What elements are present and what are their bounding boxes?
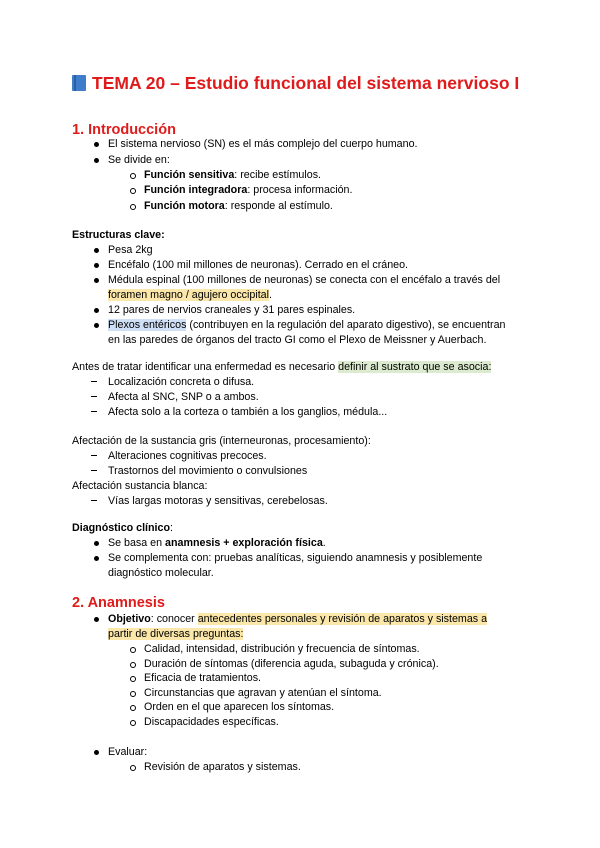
- sub-bullet-ring: [130, 662, 136, 668]
- sub-bullet-ring: [130, 720, 136, 726]
- evaluar-item: Evaluar:: [108, 746, 148, 758]
- diagnostico-label: Diagnóstico clínico:: [72, 522, 173, 534]
- bullet-dot: [94, 750, 99, 755]
- diagnostico-item-1: Se basa en anamnesis + exploración física.: [108, 537, 326, 549]
- evaluar-sub-1: Revisión de aparatos y sistemas.: [144, 761, 301, 773]
- intro-bullet-1: El sistema nervioso (SN) es el más complejo del cuerpo humano.: [108, 138, 418, 150]
- sub-bullet-ring: [130, 647, 136, 653]
- estructura-item-3-cont: foramen magno / agujero occipital.: [108, 289, 272, 301]
- bullet-dot: [94, 278, 99, 283]
- anamnesis-sub-2: Duración de síntomas (diferencia aguda, subaguda y crónica).: [144, 658, 439, 670]
- bullet-dot: [94, 142, 99, 147]
- diagnostico-item-2-cont: diagnóstico molecular.: [108, 567, 214, 579]
- anamnesis-sub-4: Circunstancias que agravan y atenúan el síntoma.: [144, 687, 382, 699]
- bullet-dot: [94, 323, 99, 328]
- gris-item-2: Trastornos del movimiento o convulsiones: [108, 465, 308, 477]
- anamnesis-sub-5: Orden en el que aparecen los síntomas.: [144, 701, 335, 713]
- sub-bullet-ring: [130, 188, 136, 194]
- anamnesis-sub-1: Calidad, intensidad, distribución y frecuencia de síntomas.: [144, 643, 420, 655]
- bullet-dot: [94, 617, 99, 622]
- diagnostico-item-2: Se complementa con: pruebas analíticas, siguiendo anamnesis y posiblemente: [108, 552, 483, 564]
- sub-bullet-ring: [130, 705, 136, 711]
- estructura-item-3: Médula espinal (100 millones de neuronas) se conecta con el encéfalo a través del: [108, 274, 501, 286]
- bullet-dot: [94, 158, 99, 163]
- dash-bullet: [91, 500, 97, 501]
- antes-item-3: Afecta solo a la corteza o también a los ganglios, médula...: [108, 406, 388, 418]
- estructura-item-1: Pesa 2kg: [108, 244, 153, 256]
- antes-paragraph: Antes de tratar identificar una enfermedad es necesario definir al sustrato que se asocia:: [72, 361, 492, 373]
- anamnesis-sub-3: Eficacia de tratamientos.: [144, 672, 262, 684]
- estructuras-label: Estructuras clave:: [72, 229, 165, 241]
- bullet-dot: [94, 263, 99, 268]
- sub-bullet-ring: [130, 204, 136, 210]
- estructura-item-4: 12 pares de nervios craneales y 31 pares espinales.: [108, 304, 356, 316]
- estructura-item-5-cont: en las paredes de órganos del tracto GI como el Plexo de Meissner y Auerbach.: [108, 334, 487, 346]
- gris-item-1: Alteraciones cognitivas precoces.: [108, 450, 267, 462]
- dash-bullet: [91, 396, 97, 397]
- objetivo-line: Objetivo: conocer antecedentes personales y revisión de aparatos y sistemas a: [108, 613, 488, 625]
- section-heading-anamnesis: 2. Anamnesis: [72, 595, 165, 611]
- function-sensitiva: Función sensitiva: recibe estímulos.: [144, 169, 322, 181]
- dash-bullet: [91, 455, 97, 456]
- blanca-paragraph: Afectación sustancia blanca:: [72, 480, 208, 492]
- antes-item-2: Afecta al SNC, SNP o a ambos.: [108, 391, 259, 403]
- gris-paragraph: Afectación de la sustancia gris (interneuronas, procesamiento):: [72, 435, 371, 447]
- sub-bullet-ring: [130, 676, 136, 682]
- sub-bullet-ring: [130, 691, 136, 697]
- function-motora: Función motora: responde al estímulo.: [144, 200, 333, 212]
- estructura-item-5: Plexos entéricos (contribuyen en la regulación del aparato digestivo), se encuentran: [108, 319, 506, 331]
- sub-bullet-ring: [130, 765, 136, 771]
- bullet-dot: [94, 308, 99, 313]
- function-integradora: Función integradora: procesa información.: [144, 184, 353, 196]
- section-heading-intro: 1. Introducción: [72, 122, 176, 138]
- dash-bullet: [91, 470, 97, 471]
- blanca-item-1: Vías largas motoras y sensitivas, cerebelosas.: [108, 495, 328, 507]
- bullet-dot: [94, 248, 99, 253]
- antes-item-1: Localización concreta o difusa.: [108, 376, 255, 388]
- bullet-dot: [94, 556, 99, 561]
- book-icon: [72, 75, 86, 91]
- estructura-item-2: Encéfalo (100 mil millones de neuronas). Cerrado en el cráneo.: [108, 259, 409, 271]
- bullet-dot: [94, 541, 99, 546]
- sub-bullet-ring: [130, 173, 136, 179]
- intro-bullet-2: Se divide en:: [108, 154, 170, 166]
- objetivo-line-cont: partir de diversas preguntas:: [108, 628, 244, 640]
- dash-bullet: [91, 411, 97, 412]
- dash-bullet: [91, 381, 97, 382]
- page-title: TEMA 20 – Estudio funcional del sistema nervioso I: [72, 71, 542, 95]
- anamnesis-sub-6: Discapacidades específicas.: [144, 716, 279, 728]
